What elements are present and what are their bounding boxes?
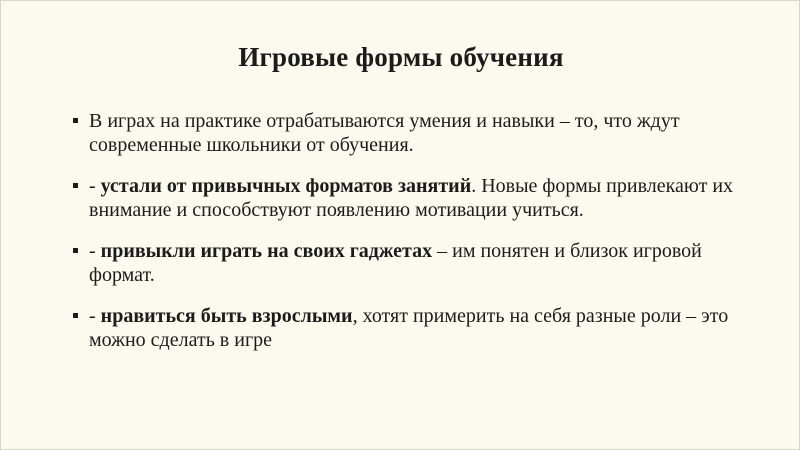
bullet-square-icon bbox=[73, 118, 78, 123]
bullet-prefix: - bbox=[89, 175, 101, 197]
slide-title: Игровые формы обучения bbox=[238, 42, 564, 72]
bullet-prefix: - bbox=[89, 240, 101, 262]
bullet-text: – им понятен и близок игровой формат. bbox=[89, 240, 702, 286]
bullet-text: , хотят примерить на себя разные роли – это можно сделать в игре bbox=[89, 305, 729, 351]
bullet-text: В играх на практике отрабатываются умения и навыки – то, что ждут современные школьники от обучения. bbox=[89, 110, 680, 156]
bullet-bold-text: нравиться быть взрослыми bbox=[100, 305, 353, 327]
bullet-prefix: - bbox=[89, 305, 101, 327]
bullet-bold-text: привыкли играть на своих гаджетах bbox=[100, 240, 433, 262]
bullet-square-icon bbox=[73, 313, 78, 318]
bullet-item bbox=[73, 304, 763, 352]
bullet-item bbox=[73, 174, 763, 222]
bullet-item bbox=[73, 239, 763, 287]
bullet-text: . Новые формы привлекают их внимание и способствуют появлению мотивации учиться. bbox=[89, 175, 734, 221]
bullet-square-icon bbox=[73, 183, 78, 188]
bullet-square-icon bbox=[73, 248, 78, 253]
bullet-bold-text: устали от привычных форматов занятий bbox=[100, 175, 472, 197]
bullet-list bbox=[73, 109, 763, 369]
bullet-item bbox=[73, 109, 763, 157]
